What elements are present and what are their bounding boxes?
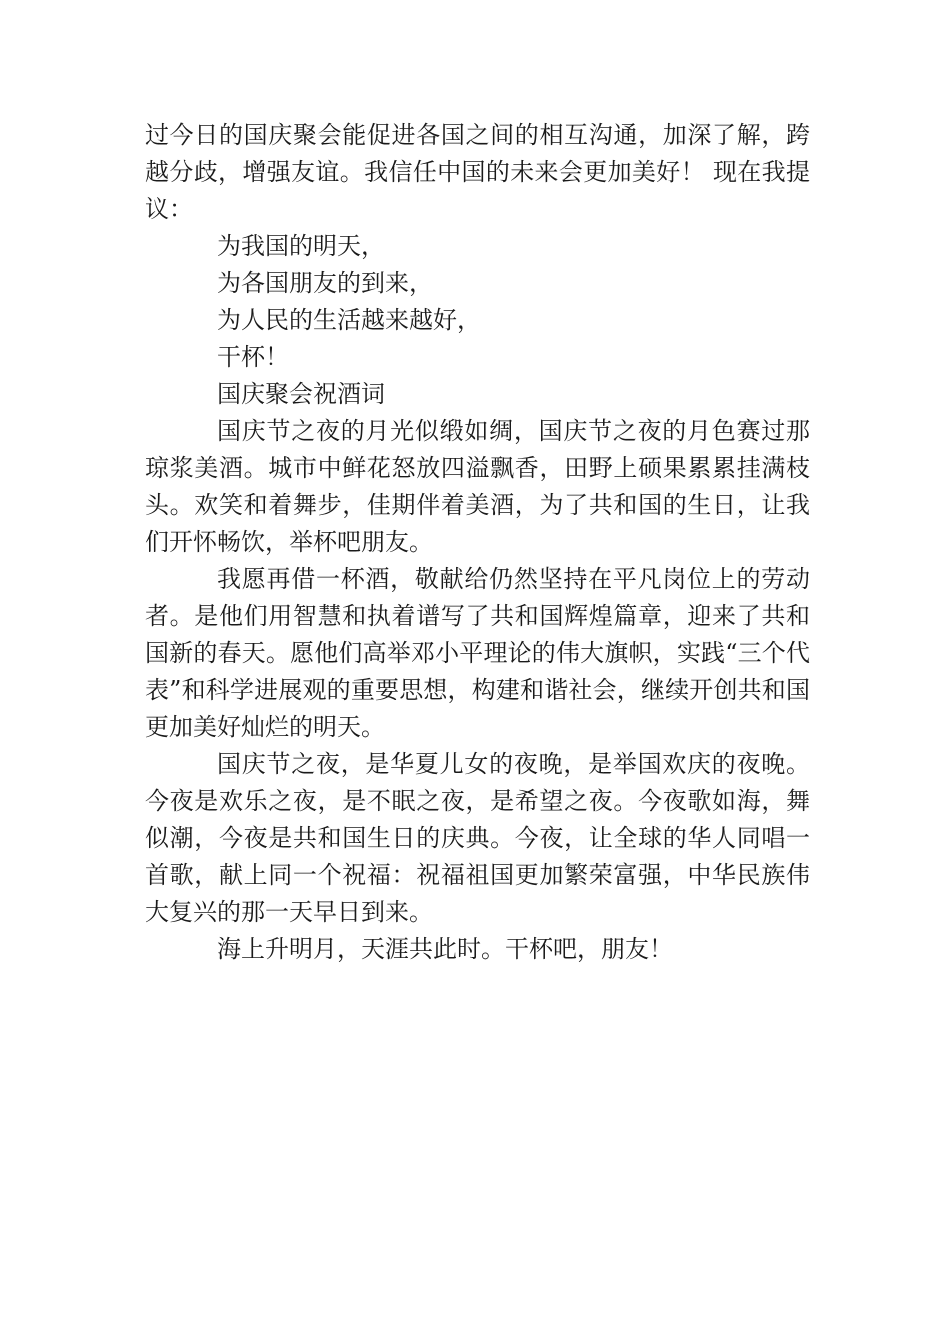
paragraph-national-night: 国庆节之夜，是华夏儿女的夜晚，是举国欢庆的夜晚。今夜是欢乐之夜，是不眠之夜，是希望之夜。今夜歌如海，舞似潮，今夜是共和国生日的庆典。今夜，让全球的华人同唱一首歌，献上同一个祝福：祝福祖国更加繁荣富强，中华民族伟大复兴的那一天早日到来。	[145, 750, 810, 926]
paragraph-moonlight: 国庆节之夜的月光似缎如绸，国庆节之夜的月色赛过那琼浆美酒。城市中鲜花怒放四溢飘香，田野上硕果累累挂满枝头。欢笑和着舞步，佳期伴着美酒，为了共和国的生日，让我们开怀畅饮，举杯吧朋友。	[145, 417, 810, 556]
toast-line-future: 为我国的明天，	[217, 232, 385, 260]
toast-line-cheers: 干杯！	[217, 343, 289, 371]
paragraph-continuation: 过今日的国庆聚会能促进各国之间的相互沟通，加深了解，跨越分歧，增强友谊。我信任中国的未来会更加美好！ 现在我提议：	[145, 121, 810, 223]
toast-line-people: 为人民的生活越来越好，	[217, 306, 481, 334]
paragraph-closing: 海上升明月，天涯共此时。干杯吧，朋友！	[217, 935, 673, 963]
section-heading: 国庆聚会祝酒词	[217, 380, 385, 408]
toast-line-friends: 为各国朋友的到来，	[217, 269, 433, 297]
document-body	[145, 117, 810, 968]
paragraph-workers: 我愿再借一杯酒，敬献给仍然坚持在平凡岗位上的劳动者。是他们用智慧和执着谱写了共和国辉煌篇章，迎来了共和国新的春天。愿他们高举邓小平理论的伟大旗帜，实践“三个代表”和科学进展观的重要思想，构建和谐社会，继续开创共和国更加美好灿烂的明天。	[145, 565, 810, 741]
